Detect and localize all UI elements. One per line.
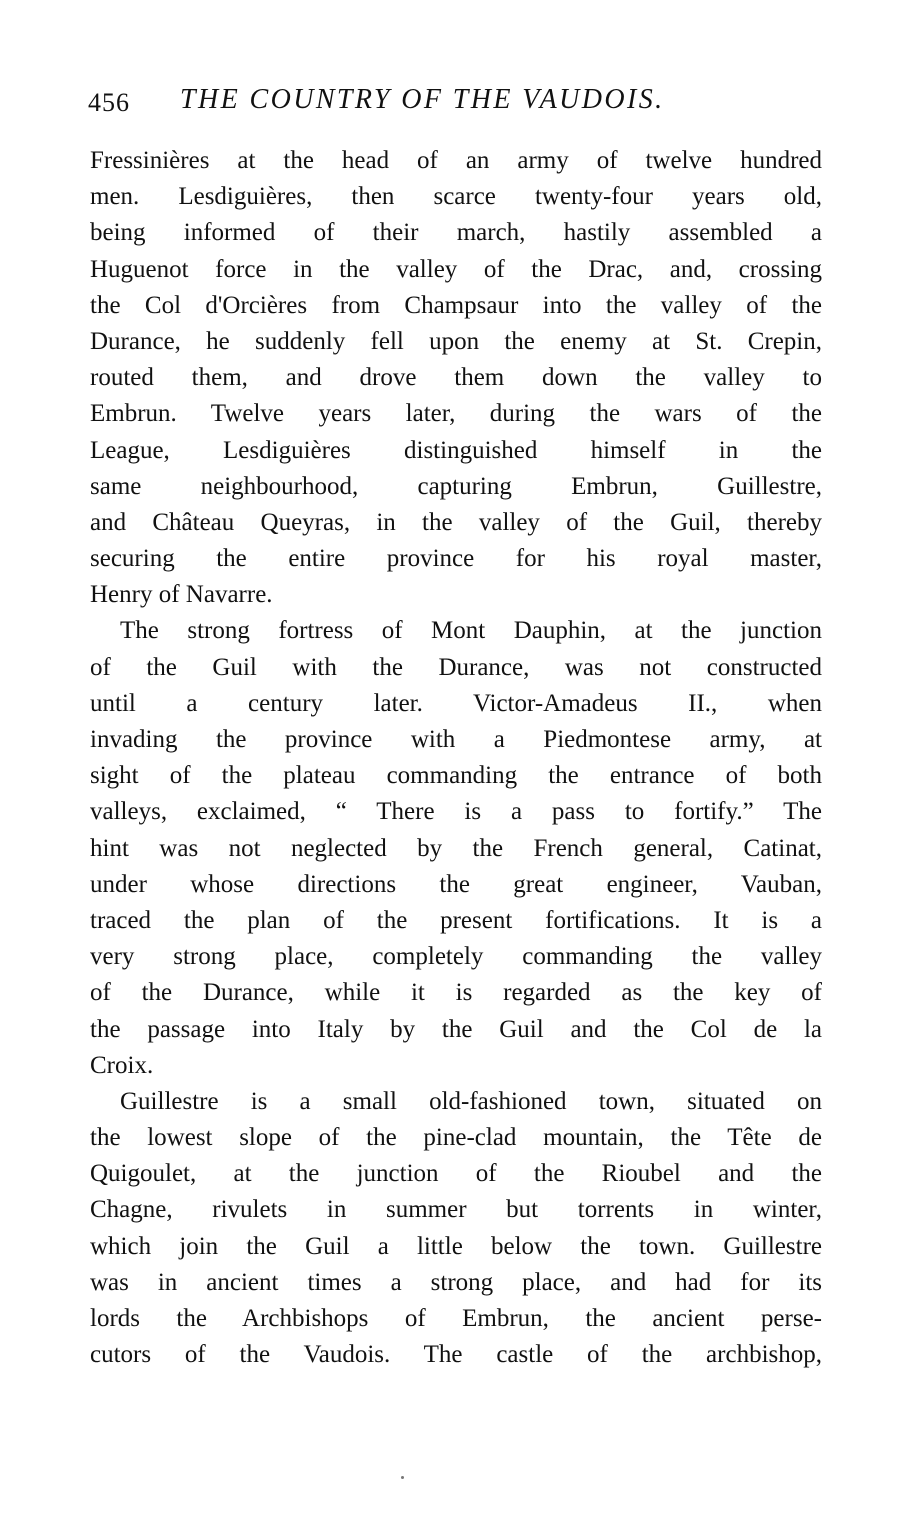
text-line: the Col d'Orcières from Champsaur into the valley of the — [90, 291, 822, 319]
running-head: THE COUNTRY OF THE VAUDOIS. — [180, 84, 665, 115]
text-line: cutors of the Vaudois. The castle of the archbishop, — [90, 1341, 822, 1369]
text-line: traced the plan of the present fortifications. It is a — [90, 906, 822, 934]
text-line: League, Lesdiguières distinguished himself in the — [90, 436, 822, 464]
page-header — [88, 80, 828, 120]
text-line: routed them, and drove them down the valley to — [90, 364, 822, 392]
text-line: Chagne, rivulets in summer but torrents in winter, — [90, 1196, 822, 1224]
page-number: 456 — [88, 88, 130, 117]
text-line: Fressinières at the head of an army of twelve hundred — [90, 147, 822, 174]
text-line: being informed of their march, hastily assembled a — [90, 219, 822, 247]
body-text — [90, 143, 822, 1447]
text-line: Embrun. Twelve years later, during the wars of the — [90, 400, 822, 428]
text-line: sight of the plateau commanding the entrance of both — [90, 762, 822, 790]
text-line: valleys, exclaimed, “ There is a pass to fortify.” The — [90, 798, 822, 826]
text-line: and Château Queyras, in the valley of the Guil, thereby — [90, 508, 822, 536]
text-line: Croix. — [90, 1051, 154, 1079]
text-line: securing the entire province for his royal master, — [90, 545, 822, 573]
text-line: men. Lesdiguières, then scarce twenty-four years old, — [90, 183, 822, 211]
text-line: invading the province with a Piedmontese army, at — [90, 726, 822, 753]
text-line: of the Durance, while it is regarded as the key of — [90, 979, 822, 1007]
text-line: same neighbourhood, capturing Embrun, Guillestre, — [90, 472, 822, 500]
text-line: very strong place, completely commanding the valley — [90, 943, 822, 971]
text-line: which join the Guil a little below the town. Guillestre — [90, 1232, 822, 1260]
text-line: the passage into Italy by the Guil and the Col de la — [90, 1015, 822, 1043]
text-line: under whose directions the great engineer, Vauban, — [90, 870, 822, 898]
paragraph-start-line: The strong fortress of Mont Dauphin, at the junction — [120, 617, 822, 645]
text-line: Henry of Navarre. — [90, 581, 273, 609]
text-line: until a century later. Victor-Amadeus II., when — [90, 689, 822, 717]
text-line: of the Guil with the Durance, was not constructed — [90, 653, 822, 681]
text-line: Durance, he suddenly fell upon the enemy at St. Crepin, — [90, 327, 822, 355]
text-line: Quigoulet, at the junction of the Rioubel and the — [90, 1160, 822, 1188]
text-line: the lowest slope of the pine-clad mountain, the Tête de — [90, 1124, 822, 1152]
text-line: Huguenot force in the valley of the Drac, and, crossing — [90, 255, 822, 283]
print-speck — [401, 1476, 404, 1479]
text-line: hint was not neglected by the French general, Catinat, — [90, 834, 822, 862]
text-line: was in ancient times a strong place, and had for its — [90, 1268, 822, 1296]
paragraph-start-line: Guillestre is a small old-fashioned town, situated on — [120, 1087, 822, 1115]
text-line: lords the Archbishops of Embrun, the ancient perse- — [90, 1305, 822, 1332]
